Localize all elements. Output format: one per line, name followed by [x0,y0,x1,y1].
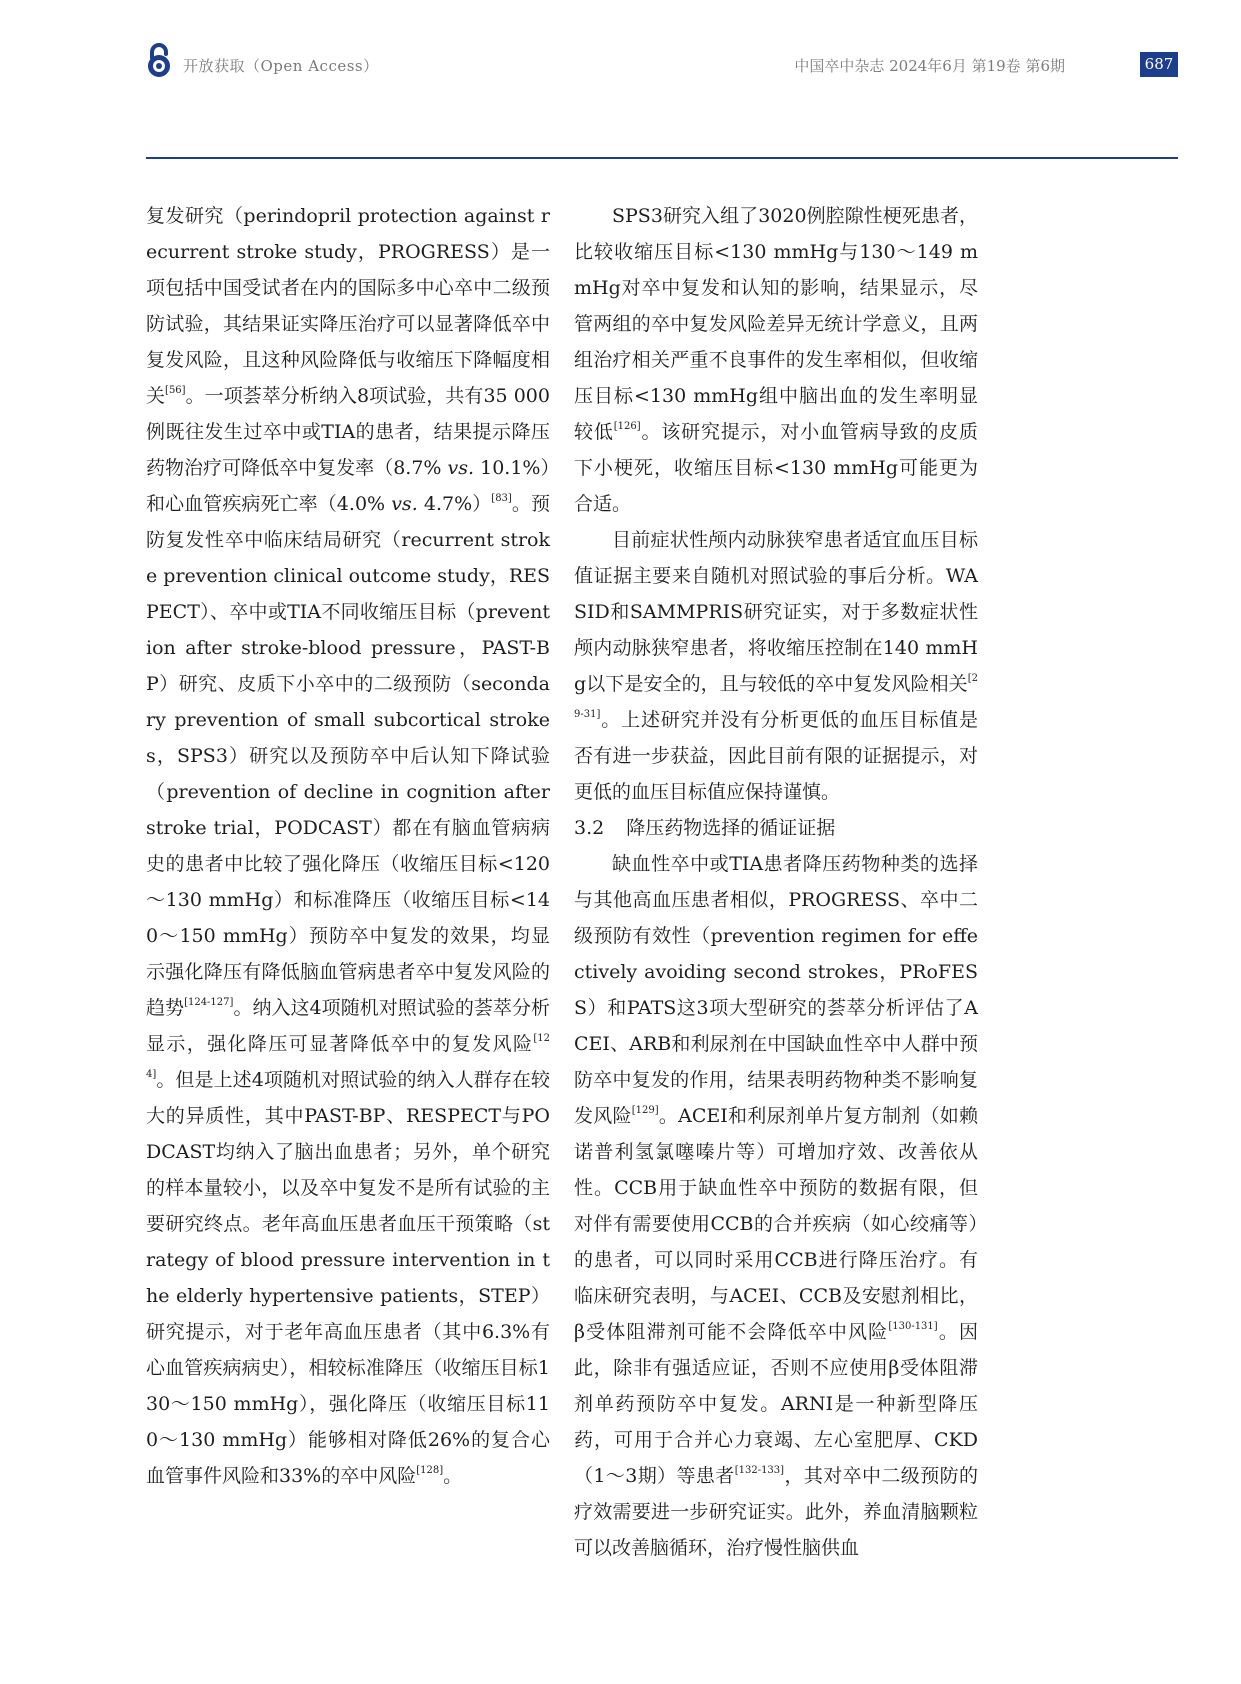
open-access-lock-icon [146,42,172,78]
section-title: 降压药物选择的循证证据 [626,817,836,839]
body-text: 。但是上述4项随机对照试验的纳入人群存在较大的异质性，其中PAST-BP、RESPECT与PODCAST均纳入了脑出血患者；另外，单个研究的样本量较小，以及卒中复发不是所有试验的主要研究终点。老年高血压患者血压干预策略（strategy of blood pressure intervention in the elderly hypertensive patients，STEP）研究提示，对于老年高血压患者（其中6.3%有心血管疾病病史），相较标准降压（收缩压目标130～150 mmHg），强化降压（收缩压目标110～130 mmHg）能够相对降低26%的复合心血管事件风险和33%的卒中风险 [146,1069,550,1487]
body-text: 缺血性卒中或TIA患者降压药物种类的选择与其他高血压患者相似，PROGRESS、卒中二级预防有效性（prevention regimen for effectively avoiding second strokes，PRoFESS）和PATS这3项大型研究的荟萃分析评估了ACEI、ARB和利尿剂在中国缺血性卒中人群中预防卒中复发的作用，结果表明药物种类不影响复发风险 [574,853,978,1127]
body-text: 。ACEI和利尿剂单片复方制剂（如赖诺普利氢氯噻嗪片等）可增加疗效、改善依从性。CCB用于缺血性卒中预防的数据有限，但对伴有需要使用CCB的合并疾病（如心绞痛等）的患者，可以同时采用CCB进行降压治疗。有临床研究表明，与ACEI、CCB及安慰剂相比，β受体阻滞剂可能不会降低卒中风险 [574,1105,978,1343]
citation: [56] [165,385,186,396]
right-column [574,198,978,1566]
body-text: 。上述研究并没有分析更低的血压目标值是否有进一步获益，因此目前有限的证据提示，对更低的血压目标值应保持谨慎。 [574,709,978,803]
body-text: 。纳入这4项随机对照试验的荟萃分析显示，强化降压可显著降低卒中的复发风险 [146,997,550,1055]
citation: [124-127] [184,997,234,1008]
paragraph [574,846,978,1566]
body-text: ，其对卒中二级预防的疗效需要进一步研究证实。此外，养血清脑颗粒可以改善脑循环，治疗慢性脑供血 [574,1465,978,1559]
body-text: 4.7%） [417,493,492,515]
citation: [128] [416,1465,444,1476]
versus-abbrev: vs. [447,457,475,479]
paragraph [146,198,550,1494]
body-text: 。该研究提示，对小血管病导致的皮质下小梗死，收缩压目标<130 mmHg可能更为合适。 [574,421,978,515]
body-text: 。 [443,1465,463,1487]
left-column [146,198,550,1494]
body-text: 目前症状性颅内动脉狭窄患者适宜血压目标值证据主要来自随机对照试验的事后分析。WASID和SAMMPRIS研究证实，对于多数症状性颅内动脉狭窄患者，将收缩压控制在140 mmHg以下是安全的，且与较低的卒中复发风险相关 [574,529,978,695]
citation: [126] [613,421,641,432]
open-access-label: 开放获取（Open Access） [183,57,379,75]
body-text: SPS3研究入组了3020例腔隙性梗死患者，比较收缩压目标<130 mmHg与130～149 mmHg对卒中复发和认知的影响，结果显示，尽管两组的卒中复发风险差异无统计学意义，且两组治疗相关严重不良事件的发生率相似，但收缩压目标<130 mmHg组中脑出血的发生率明显较低 [574,205,978,443]
header-divider [146,157,1178,159]
section-number: 3.2 [574,817,605,839]
body-text: 10.1%）和心血管疾病死亡率（4.0% [146,457,550,515]
page-number-badge: 687 [1140,52,1178,77]
body-text: 。一项荟萃分析纳入8项试验，共有35 000例既往发生过卒中或TIA的患者，结果提示降压药物治疗可降低卒中复发率（8.7% [146,385,550,479]
body-text: 。因此，除非有强适应证，否则不应使用β受体阻滞剂单药预防卒中复发。ARNI是一种新型降压药，可用于合并心力衰竭、左心室肥厚、CKD（1～3期）等患者 [574,1321,978,1487]
citation: [132-133] [734,1465,785,1476]
versus-abbrev: vs. [391,493,418,515]
journal-info: 中国卒中杂志 2024年6月 第19卷 第6期 [794,57,1065,75]
citation: [29-31] [574,673,978,720]
citation: [130-131] [888,1321,938,1332]
paragraph [574,522,978,810]
citation: [83] [491,493,512,504]
paragraph [574,198,978,522]
citation: [129] [631,1105,659,1116]
body-text: 复发研究（perindopril protection against recurrent stroke study，PROGRESS）是一项包括中国受试者在内的国际多中心卒中二级预防试验，其结果证实降压治疗可以显著降低卒中复发风险，且这种风险降低与收缩压下降幅度相关 [146,205,550,407]
citation: [124] [146,1033,550,1080]
page-header [0,0,1241,140]
body-text: 。预防复发性卒中临床结局研究（recurrent stroke prevention clinical outcome study，RESPECT）、卒中或TIA不同收缩压目标（prevention after stroke-blood pressure，PAST-BP）研究、皮质下小卒中的二级预防（secondary prevention of small subcortical strokes，SPS3）研究以及预防卒中后认知下降试验（prevention of decline in cognition after stroke trial，PODCAST）都在有脑血管病病史的患者中比较了强化降压（收缩压目标<120～130 mmHg）和标准降压（收缩压目标<140～150 mmHg）预防卒中复发的效果，均显示强化降压有降低脑血管病患者卒中复发风险的趋势 [146,493,551,1019]
section-heading [574,810,978,846]
